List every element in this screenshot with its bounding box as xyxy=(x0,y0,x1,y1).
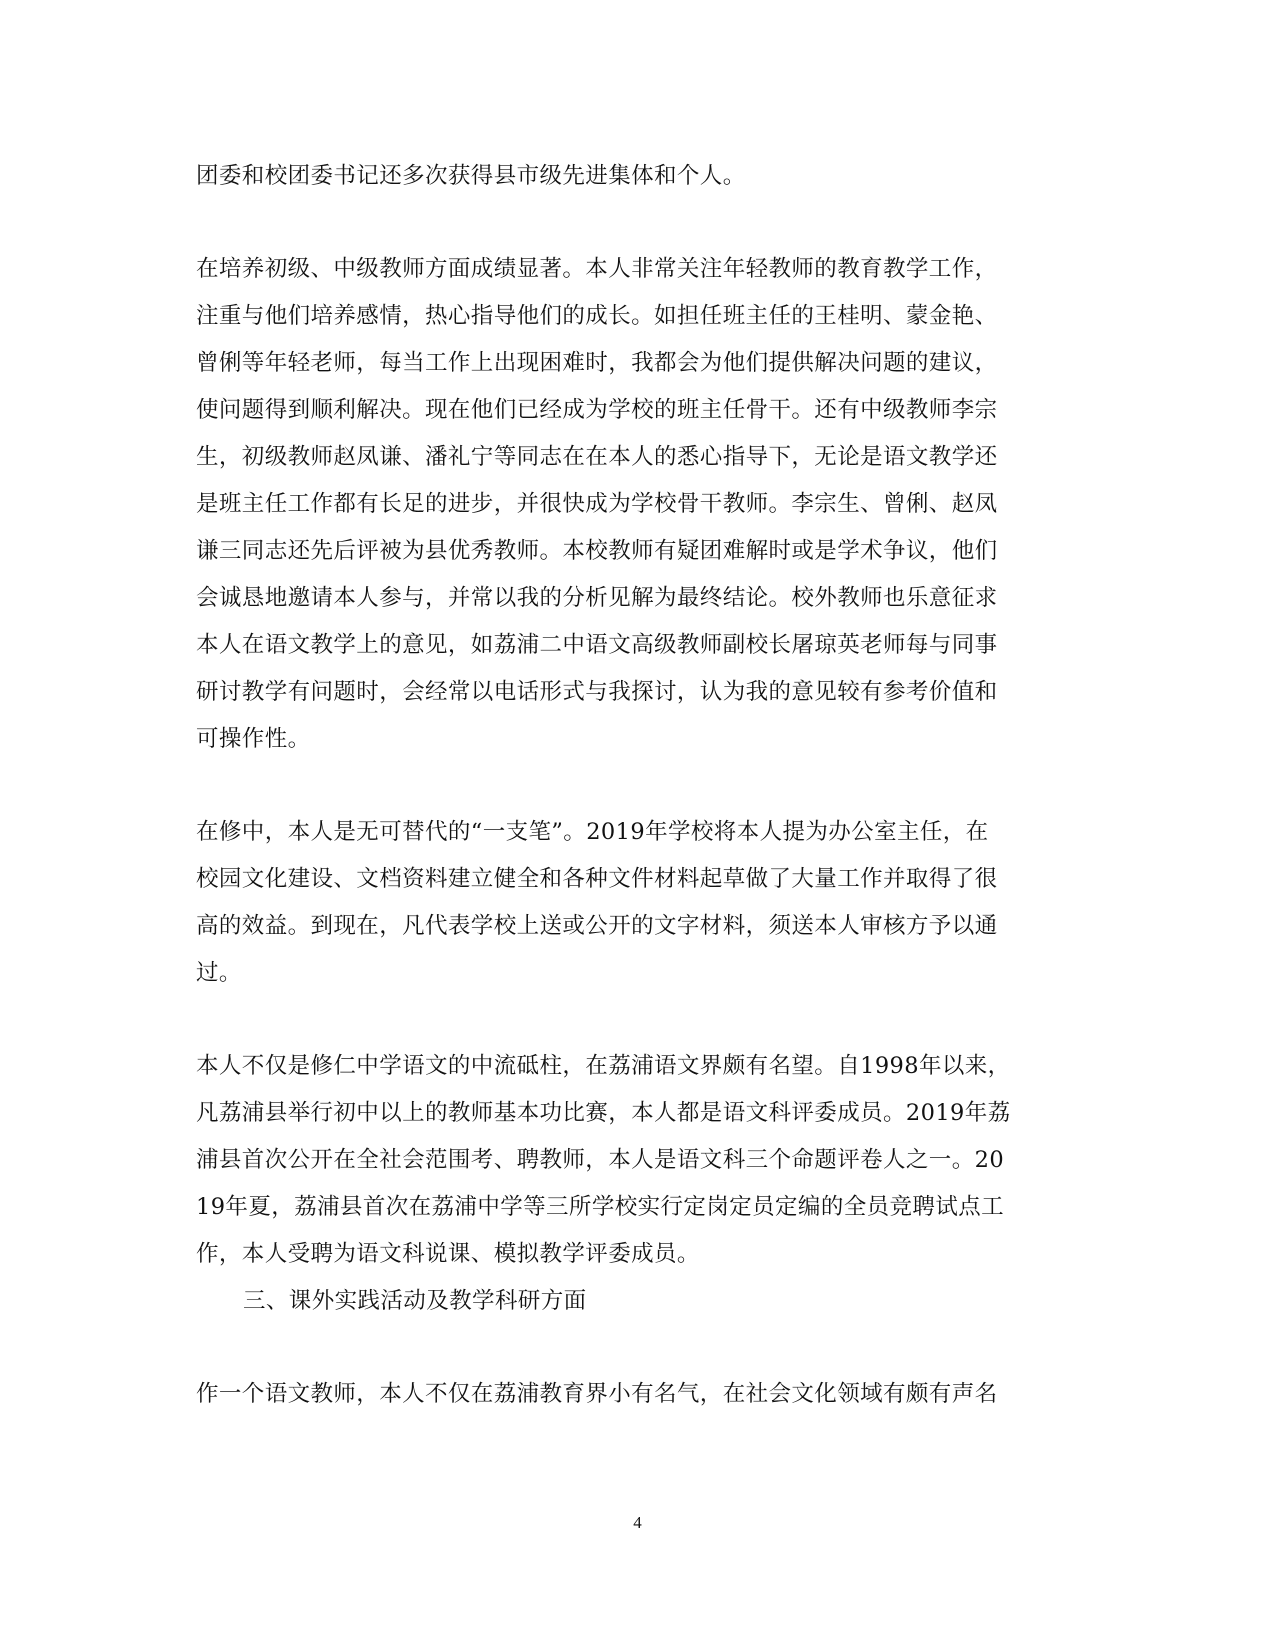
text-line: 可操作性。 xyxy=(196,726,311,752)
text-line: 研讨教学有问题时，会经常以电话形式与我探讨，认为我的意见较有参考价值和 xyxy=(196,679,998,705)
section-heading: 三、课外实践活动及教学科研方面 xyxy=(243,1288,587,1314)
text-line: 是班主任工作都有长足的进步，并很快成为学校骨干教师。李宗生、曾俐、赵凤 xyxy=(196,491,998,517)
text-line: 过。 xyxy=(196,960,242,986)
text-line: 浦县首次公开在全社会范围考、聘教师，本人是语文科三个命题评卷人之一。20 xyxy=(196,1147,1005,1173)
text-line: 高的效益。到现在，凡代表学校上送或公开的文字材料，须送本人审核方予以通 xyxy=(196,913,998,939)
text-line: 曾俐等年轻老师，每当工作上出现困难时，我都会为他们提供解决问题的建议， xyxy=(196,350,998,376)
text-line: 会诚恳地邀请本人参与，并常以我的分析见解为最终结论。校外教师也乐意征求 xyxy=(196,585,998,611)
text-line: 使问题得到顺利解决。现在他们已经成为学校的班主任骨干。还有中级教师李宗 xyxy=(196,397,998,423)
text-line: 在修中，本人是无可替代的“一支笔”。2019年学校将本人提为办公室主任，在 xyxy=(196,819,989,845)
text-line: 本人在语文教学上的意见，如荔浦二中语文高级教师副校长屠琼英老师每与同事 xyxy=(196,632,998,658)
text-line: 注重与他们培养感情，热心指导他们的成长。如担任班主任的王桂明、蒙金艳、 xyxy=(196,303,998,329)
text-line: 谦三同志还先后评被为县优秀教师。本校教师有疑团难解时或是学术争议，他们 xyxy=(196,538,998,564)
text-line: 校园文化建设、文档资料建立健全和各种文件材料起草做了大量工作并取得了很 xyxy=(196,866,998,892)
text-line: 19年夏，荔浦县首次在荔浦中学等三所学校实行定岗定员定编的全员竞聘试点工 xyxy=(196,1194,1005,1220)
text-line: 在培养初级、中级教师方面成绩显著。本人非常关注年轻教师的教育教学工作， xyxy=(196,256,998,282)
text-line: 作，本人受聘为语文科说课、模拟教学评委成员。 xyxy=(196,1241,700,1267)
text-line: 团委和校团委书记还多次获得县市级先进集体和个人。 xyxy=(196,163,746,189)
text-line: 凡荔浦县举行初中以上的教师基本功比赛，本人都是语文科评委成员。2019年荔 xyxy=(196,1100,1011,1126)
text-line: 本人不仅是修仁中学语文的中流砥柱，在荔浦语文界颇有名望。自1998年以来， xyxy=(196,1053,1011,1079)
text-line: 生，初级教师赵凤谦、潘礼宁等同志在在本人的悉心指导下，无论是语文教学还 xyxy=(196,444,998,470)
page-number: 4 xyxy=(633,1513,642,1532)
text-line: 作一个语文教师，本人不仅在荔浦教育界小有名气，在社会文化领域有颇有声名 xyxy=(196,1381,998,1407)
